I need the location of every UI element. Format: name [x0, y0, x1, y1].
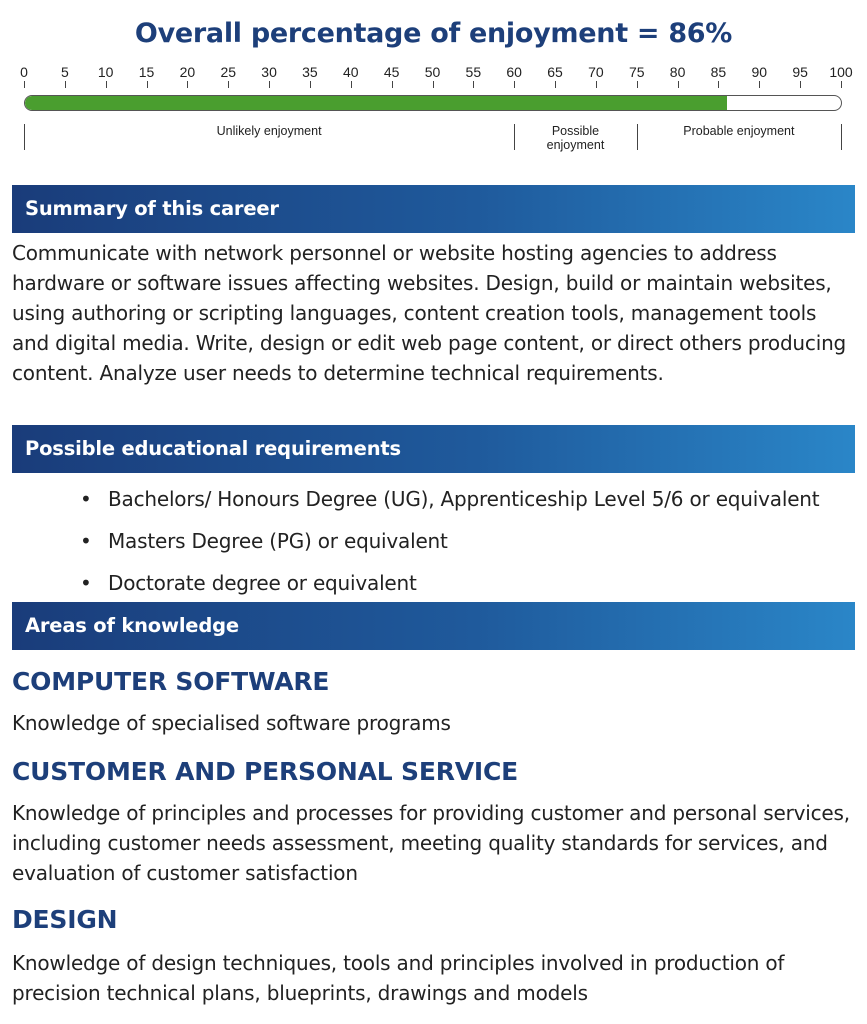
summary-header: Summary of this career: [12, 185, 855, 233]
education-item-text: Bachelors/ Honours Degree (UG), Apprenticeship Level 5/6 or equivalent: [108, 487, 820, 511]
page-title: Overall percentage of enjoyment = 86%: [134, 18, 733, 49]
tick-mark: [555, 81, 556, 88]
knowledge-area-title: COMPUTER SOFTWARE: [12, 667, 330, 696]
tick-mark: [800, 81, 801, 88]
tick-mark: [392, 81, 393, 88]
zone-label: Probable enjoyment: [683, 124, 795, 138]
knowledge-area-description: Knowledge of principles and processes for providing customer and personal services, including customer needs assessment, meeting quality standards for services, and evaluation of customer satisfaction: [12, 801, 850, 885]
knowledge-header: Areas of knowledge: [12, 602, 855, 650]
tick-mark: [514, 81, 515, 88]
tick-mark: [24, 81, 25, 88]
tick-label: 70: [588, 64, 604, 80]
tick-mark: [147, 81, 148, 88]
tick-label: 75: [628, 64, 645, 80]
bullet-icon: •: [80, 487, 92, 511]
bullet-icon: •: [80, 571, 92, 595]
tick-mark: [637, 81, 638, 88]
enjoyment-progress-fill: [25, 96, 727, 110]
summary-text: Communicate with network personnel or website hosting agencies to address hardware or software issues affecting websites. Design, build or maintain websites, using authoring or scripting languages, content creation tools, management tools and digital media. Write, design or edit web page content, or direct others producing content. Analyze user needs to determine technical requirements.: [12, 241, 847, 385]
zone-divider: [637, 124, 638, 150]
tick-label: 40: [343, 64, 359, 80]
tick-mark: [351, 81, 352, 88]
zone-divider: [514, 124, 515, 150]
enjoyment-scale: [0, 60, 867, 160]
tick-mark: [106, 81, 107, 88]
knowledge-area-title: DESIGN: [12, 905, 118, 934]
education-header: Possible educational requirements: [12, 425, 855, 473]
tick-label: 30: [261, 64, 277, 80]
tick-mark: [65, 81, 66, 88]
tick-label: 35: [302, 64, 318, 80]
tick-label: 95: [792, 64, 808, 80]
tick-label: 60: [506, 64, 522, 80]
tick-label: 15: [138, 64, 155, 80]
tick-label: 85: [710, 64, 727, 80]
tick-mark: [596, 81, 597, 88]
list-item: [12, 478, 862, 520]
tick-label: 25: [220, 64, 237, 80]
enjoyment-progress-bar: [24, 95, 842, 111]
zone-divider: [841, 124, 842, 150]
tick-mark: [433, 81, 434, 88]
list-item: [12, 562, 862, 604]
education-item-text: Masters Degree (PG) or equivalent: [108, 529, 448, 553]
tick-mark: [841, 81, 842, 88]
tick-mark: [228, 81, 229, 88]
bullet-icon: •: [80, 529, 92, 553]
zone-label: Unlikely enjoyment: [216, 124, 322, 138]
tick-mark: [310, 81, 311, 88]
knowledge-area-description: Knowledge of design techniques, tools and principles involved in production of precision technical plans, blueprints, drawings and models: [12, 951, 785, 1005]
zone-label: Possible enjoyment: [546, 124, 605, 152]
knowledge-area-title: CUSTOMER AND PERSONAL SERVICE: [12, 757, 519, 786]
tick-mark: [187, 81, 188, 88]
tick-mark: [759, 81, 760, 88]
education-list: [12, 478, 862, 604]
tick-label: 5: [60, 64, 69, 80]
tick-label: 50: [424, 64, 441, 80]
tick-label: 80: [669, 64, 686, 80]
tick-mark: [473, 81, 474, 88]
education-item-text: Doctorate degree or equivalent: [108, 571, 417, 595]
tick-label: 0: [20, 64, 28, 80]
zone-divider: [24, 124, 25, 150]
tick-mark: [269, 81, 270, 88]
tick-mark: [718, 81, 719, 88]
tick-label: 100: [829, 64, 853, 80]
tick-label: 45: [383, 64, 400, 80]
tick-label: 10: [97, 64, 114, 80]
tick-label: 65: [547, 64, 563, 80]
tick-label: 20: [179, 64, 196, 80]
tick-label: 55: [465, 64, 482, 80]
tick-mark: [678, 81, 679, 88]
knowledge-area-description: Knowledge of specialised software programs: [12, 711, 451, 735]
tick-label: 90: [751, 64, 768, 80]
list-item: [12, 520, 862, 562]
